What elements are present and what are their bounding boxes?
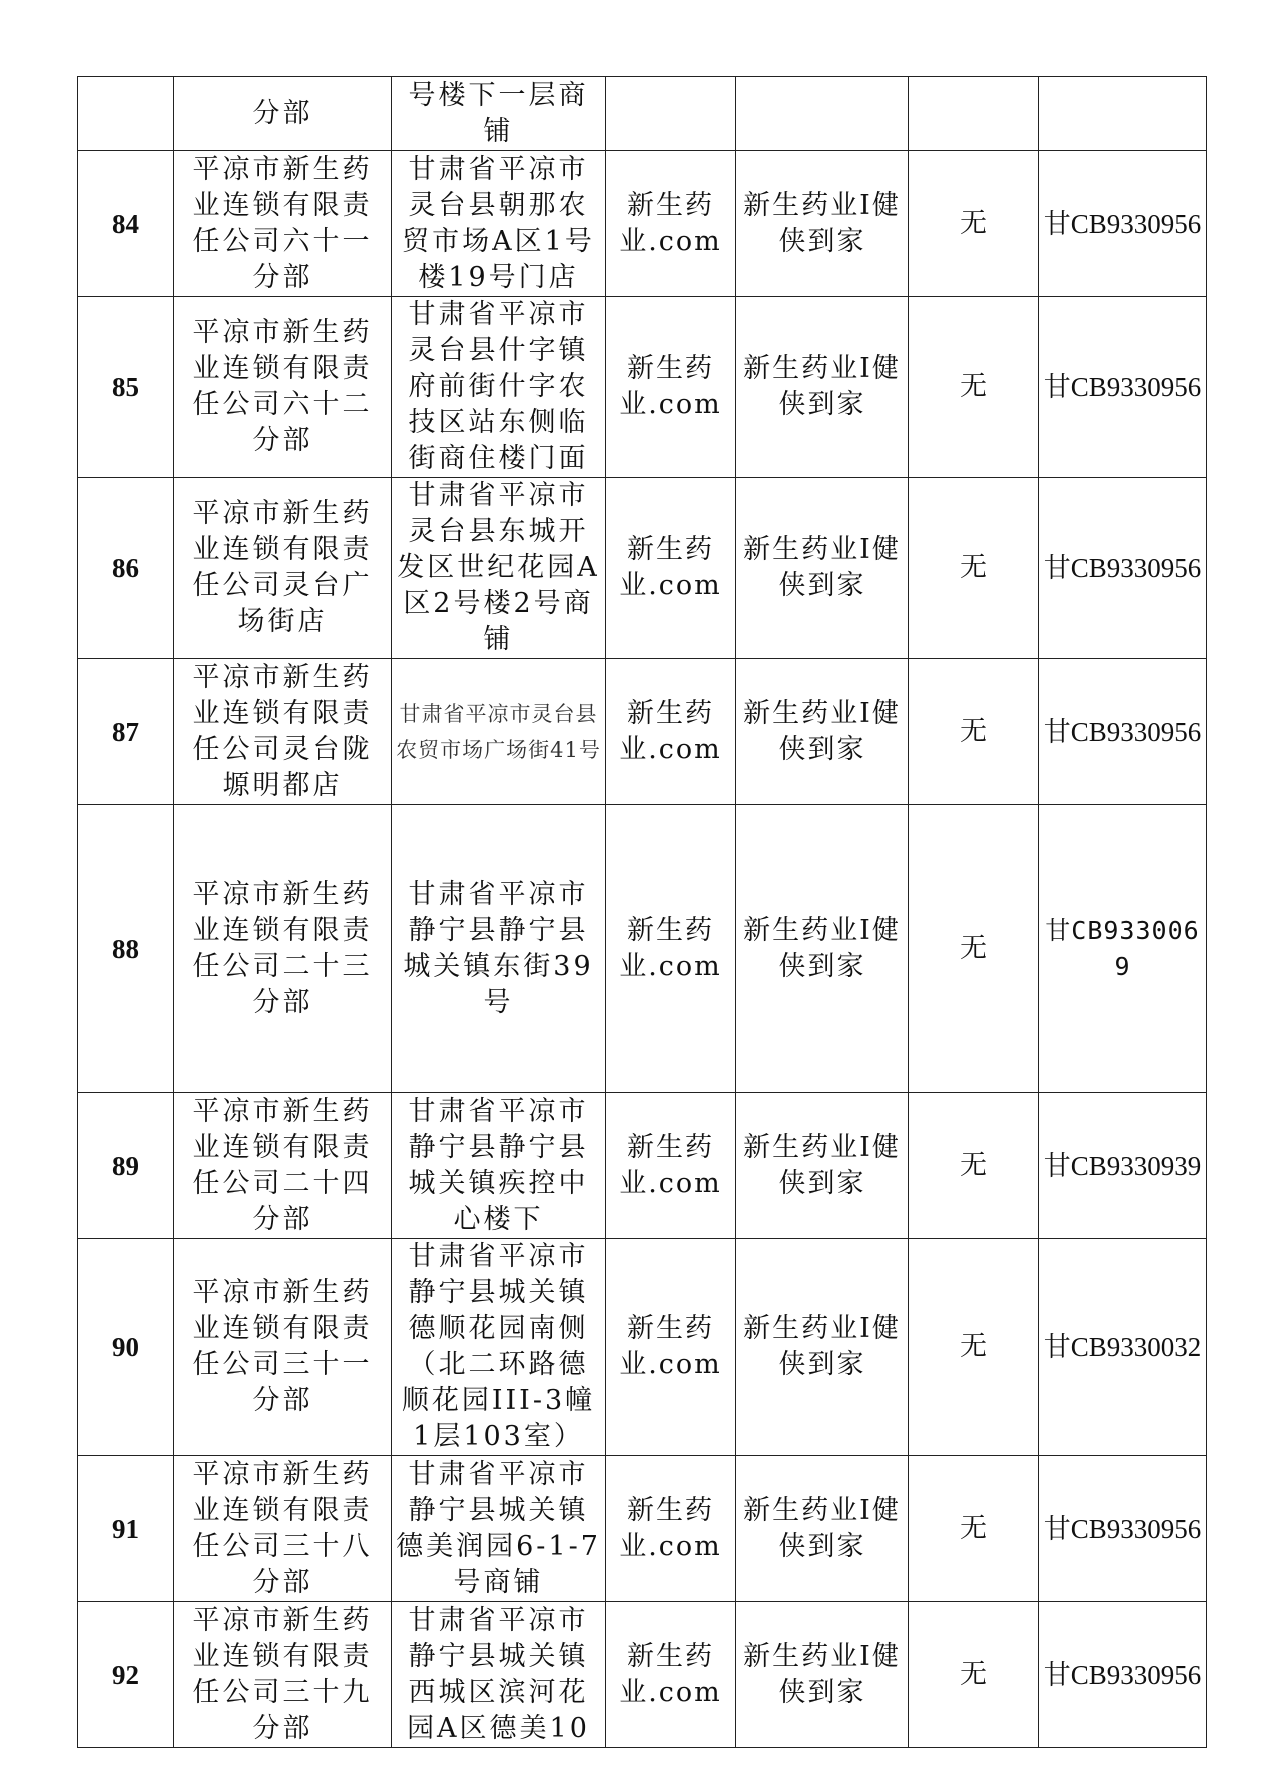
cert-cell bbox=[1039, 77, 1207, 151]
website: 新生药业.com bbox=[606, 297, 736, 478]
row-number: 88 bbox=[78, 805, 174, 1093]
website: 新生药业.com bbox=[606, 1456, 736, 1602]
num-cell bbox=[78, 77, 174, 151]
app-name: 新生药业I健侠到家 bbox=[736, 151, 909, 297]
other-value: 无 bbox=[909, 659, 1039, 805]
website: 新生药业.com bbox=[606, 1602, 736, 1748]
table-row bbox=[78, 1093, 1207, 1239]
store-address: 甘肃省平凉市灵台县朝那农贸市场A区1号楼19号门店 bbox=[392, 151, 606, 297]
table-row bbox=[78, 1239, 1207, 1456]
certificate-number: 甘CB9330956 bbox=[1039, 1456, 1207, 1602]
store-name: 平凉市新生药业连锁有限责任公司二十四分部 bbox=[174, 1093, 392, 1239]
other-value: 无 bbox=[909, 478, 1039, 659]
other-value: 无 bbox=[909, 1602, 1039, 1748]
certificate-number: 甘CB9330069 bbox=[1039, 805, 1207, 1093]
table-row bbox=[78, 659, 1207, 805]
app-name: 新生药业I健侠到家 bbox=[736, 659, 909, 805]
store-address: 甘肃省平凉市灵台县什字镇府前街什字农技区站东侧临街商住楼门面 bbox=[392, 297, 606, 478]
row-number: 87 bbox=[78, 659, 174, 805]
table-row bbox=[78, 1456, 1207, 1602]
address-cell: 号楼下一层商铺 bbox=[392, 77, 606, 151]
app-name: 新生药业I健侠到家 bbox=[736, 1239, 909, 1456]
app-cell bbox=[736, 77, 909, 151]
other-cell bbox=[909, 77, 1039, 151]
app-name: 新生药业I健侠到家 bbox=[736, 1602, 909, 1748]
store-address: 甘肃省平凉市静宁县城关镇德美润园6-1-7号商铺 bbox=[392, 1456, 606, 1602]
table-row-continued bbox=[78, 77, 1207, 151]
table-row bbox=[78, 297, 1207, 478]
certificate-number: 甘CB9330956 bbox=[1039, 659, 1207, 805]
store-name: 平凉市新生药业连锁有限责任公司三十八分部 bbox=[174, 1456, 392, 1602]
row-number: 92 bbox=[78, 1602, 174, 1748]
store-name: 平凉市新生药业连锁有限责任公司灵台广场街店 bbox=[174, 478, 392, 659]
app-name: 新生药业I健侠到家 bbox=[736, 478, 909, 659]
app-name: 新生药业I健侠到家 bbox=[736, 297, 909, 478]
row-number: 85 bbox=[78, 297, 174, 478]
other-value: 无 bbox=[909, 297, 1039, 478]
row-number: 90 bbox=[78, 1239, 174, 1456]
store-name: 平凉市新生药业连锁有限责任公司六十一分部 bbox=[174, 151, 392, 297]
row-number: 86 bbox=[78, 478, 174, 659]
table-row bbox=[78, 805, 1207, 1093]
certificate-number: 甘CB9330956 bbox=[1039, 297, 1207, 478]
name-cell: 分部 bbox=[174, 77, 392, 151]
store-address: 甘肃省平凉市灵台县东城开发区世纪花园A区2号楼2号商铺 bbox=[392, 478, 606, 659]
app-name: 新生药业I健侠到家 bbox=[736, 1456, 909, 1602]
other-value: 无 bbox=[909, 1456, 1039, 1602]
store-name: 平凉市新生药业连锁有限责任公司二十三分部 bbox=[174, 805, 392, 1093]
store-address: 甘肃省平凉市静宁县静宁县城关镇东街39号 bbox=[392, 805, 606, 1093]
certificate-number: 甘CB9330956 bbox=[1039, 1602, 1207, 1748]
other-value: 无 bbox=[909, 1093, 1039, 1239]
certificate-number: 甘CB9330956 bbox=[1039, 151, 1207, 297]
certificate-number: 甘CB9330032 bbox=[1039, 1239, 1207, 1456]
table-row bbox=[78, 1602, 1207, 1748]
website: 新生药业.com bbox=[606, 151, 736, 297]
store-address: 甘肃省平凉市静宁县静宁县城关镇疾控中心楼下 bbox=[392, 1093, 606, 1239]
website: 新生药业.com bbox=[606, 659, 736, 805]
site-cell bbox=[606, 77, 736, 151]
website: 新生药业.com bbox=[606, 1239, 736, 1456]
table-row bbox=[78, 151, 1207, 297]
store-name: 平凉市新生药业连锁有限责任公司三十九分部 bbox=[174, 1602, 392, 1748]
store-name: 平凉市新生药业连锁有限责任公司六十二分部 bbox=[174, 297, 392, 478]
store-table bbox=[77, 76, 1207, 1748]
other-value: 无 bbox=[909, 805, 1039, 1093]
website: 新生药业.com bbox=[606, 478, 736, 659]
certificate-number: 甘CB9330956 bbox=[1039, 478, 1207, 659]
website: 新生药业.com bbox=[606, 1093, 736, 1239]
app-name: 新生药业I健侠到家 bbox=[736, 805, 909, 1093]
row-number: 89 bbox=[78, 1093, 174, 1239]
row-number: 91 bbox=[78, 1456, 174, 1602]
certificate-number: 甘CB9330939 bbox=[1039, 1093, 1207, 1239]
store-address: 甘肃省平凉市静宁县城关镇德顺花园南侧（北二环路德顺花园III-3幢1层103室） bbox=[392, 1239, 606, 1456]
store-name: 平凉市新生药业连锁有限责任公司灵台陇塬明都店 bbox=[174, 659, 392, 805]
store-address: 甘肃省平凉市静宁县城关镇西城区滨河花园A区德美10 bbox=[392, 1602, 606, 1748]
other-value: 无 bbox=[909, 1239, 1039, 1456]
store-address: 甘肃省平凉市灵台县农贸市场广场街41号 bbox=[392, 659, 606, 805]
row-number: 84 bbox=[78, 151, 174, 297]
store-name: 平凉市新生药业连锁有限责任公司三十一分部 bbox=[174, 1239, 392, 1456]
website: 新生药业.com bbox=[606, 805, 736, 1093]
table-row bbox=[78, 478, 1207, 659]
app-name: 新生药业I健侠到家 bbox=[736, 1093, 909, 1239]
other-value: 无 bbox=[909, 151, 1039, 297]
